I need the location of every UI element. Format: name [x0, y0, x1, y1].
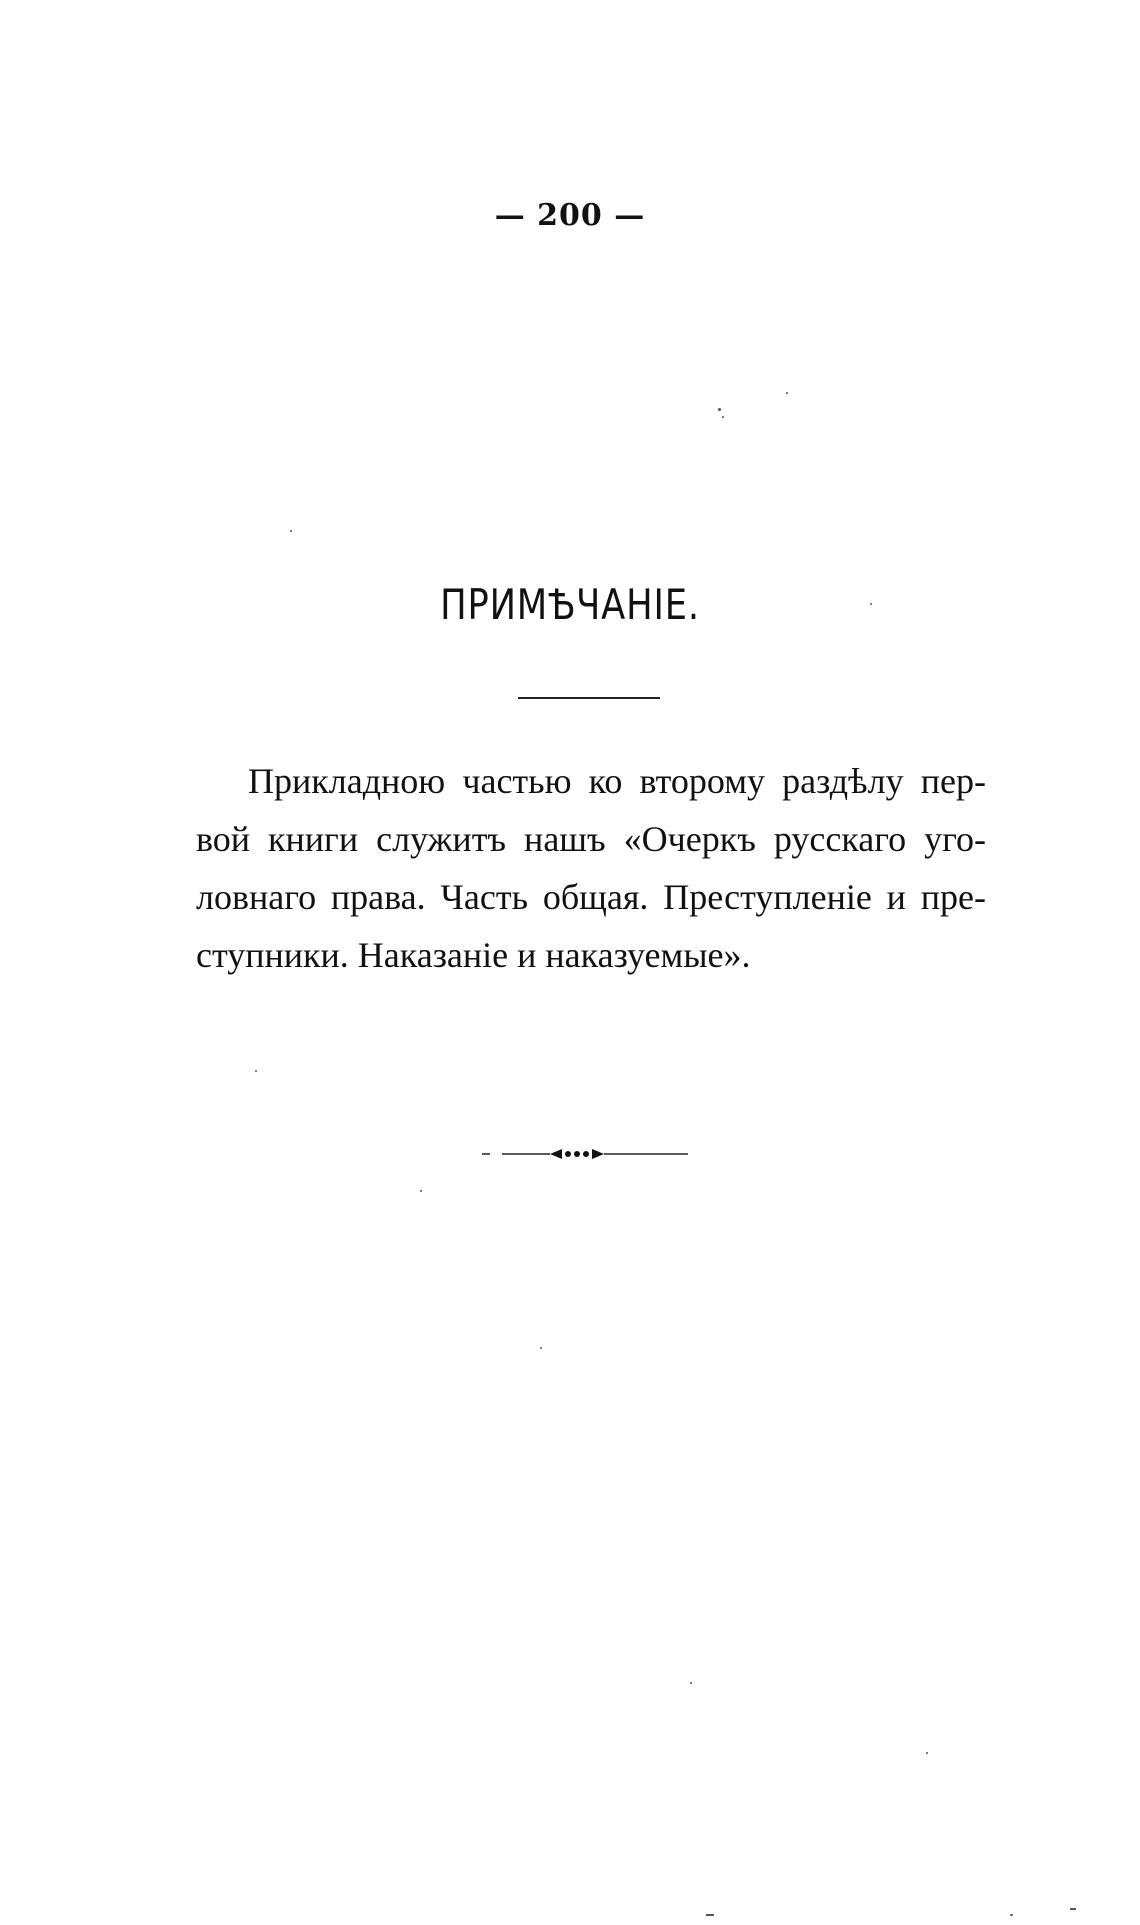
- paper-speck: [926, 1752, 928, 1754]
- diamond-dot-ornament-icon: [480, 1146, 690, 1162]
- page-number: — 200 —: [494, 198, 646, 233]
- paper-speck: [722, 416, 724, 418]
- paper-speck: [690, 1682, 692, 1684]
- paragraph-line: ловнаго права. Часть общая. Преступленіе и пре-: [196, 877, 986, 917]
- paper-speck: [786, 392, 788, 394]
- paper-speck: [1010, 1914, 1013, 1916]
- paper-speck: [255, 1070, 257, 1072]
- paper-speck: [706, 1914, 714, 1916]
- paragraph-line: Прикладною частью ко второму раздѣлу пер-: [248, 761, 986, 801]
- paper-speck: [420, 1190, 422, 1192]
- paper-speck: [540, 1347, 542, 1349]
- page-heading: ПРИМѢЧАНІЕ.: [440, 580, 700, 629]
- paper-speck: [870, 603, 872, 605]
- paper-speck: [290, 530, 292, 532]
- paragraph-line: вой книги служитъ нашъ «Очеркъ русскаго уго-: [196, 819, 986, 859]
- paragraph-line: ступники. Наказаніе и наказуемые».: [196, 935, 751, 975]
- body-paragraph: [196, 752, 986, 984]
- paper-speck: [1070, 1908, 1076, 1910]
- heading-rule-icon: [518, 697, 660, 699]
- paper-speck: [718, 408, 721, 411]
